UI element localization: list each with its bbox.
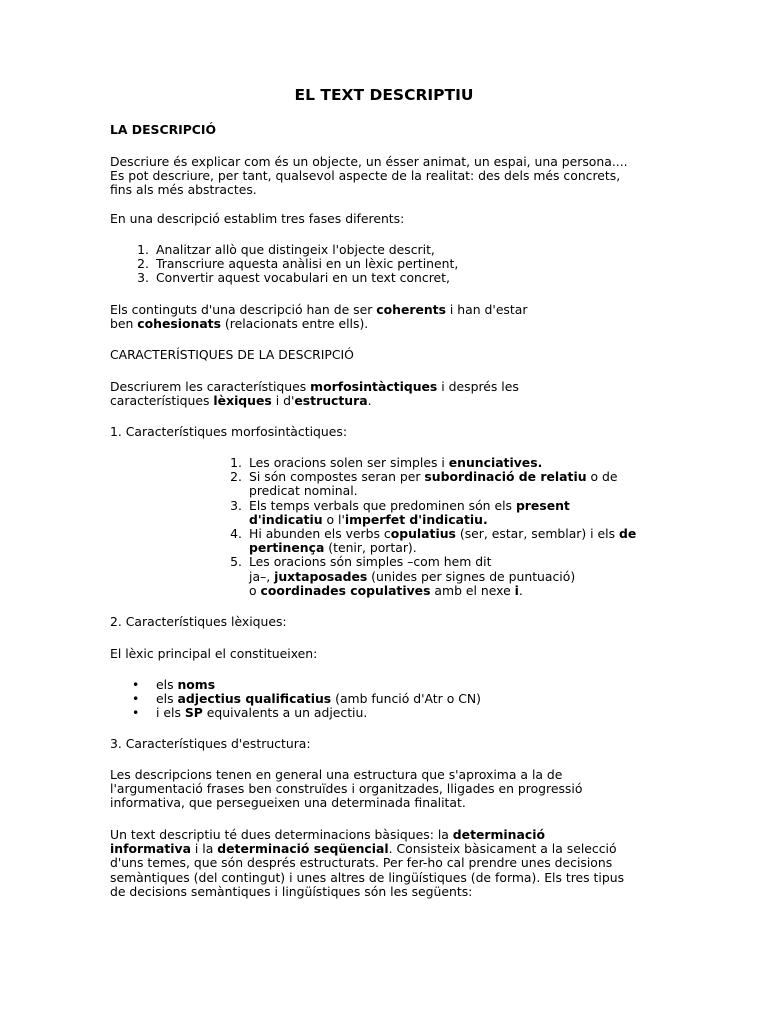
paragraph-characteristics-intro (110, 380, 670, 408)
text-line: Els continguts d'una descripció han de ser coherents i han d'estar (110, 302, 528, 317)
text-line: Descriurem les característiques morfosintàctiques i després les (110, 379, 519, 394)
list-item: 2. Transcriure aquesta anàlisi en un lèxic pertinent, (137, 256, 459, 272)
list-item: 4. Hi abunden els verbs copulatius (ser, estar, semblar) i els de pertinença (tenir, portar). (230, 526, 637, 556)
list-item: 2. Si són compostes seran per subordinació de relatiu o de predicat nominal. (230, 469, 618, 499)
subheading-morphosyntactic: 1. Característiques morfosintàctiques: (110, 424, 347, 439)
section-heading-descripcio: LA DESCRIPCIÓ (110, 122, 217, 137)
morphosyntactic-list (230, 455, 659, 598)
list-item: • els adjectius qualificatius (amb funció d'Atr o CN) (132, 691, 481, 707)
bullet-icon: • (132, 677, 140, 692)
subheading-structure: 3. Característiques d'estructura: (110, 736, 311, 751)
subheading-lexical: 2. Característiques lèxiques: (110, 614, 287, 629)
text-line: d'uns temes, que són després estructurats. Per fer-ho cal prendre unes decisions (110, 855, 613, 871)
paragraph-determinations (110, 828, 670, 899)
document-title: EL TEXT DESCRIPTIU (294, 86, 474, 104)
lexical-list (132, 677, 636, 721)
paragraph-definition (110, 155, 670, 198)
list-item: • els noms (132, 677, 216, 692)
list-item: 5. Les oracions són simples –com hem dit ja–, juxtaposades (unides per signes de puntuació) o coordinades copulatives amb el nexe i. (230, 554, 576, 598)
text-line: de decisions semàntiques i lingüístiques són les següents: (110, 883, 473, 899)
list-item: • i els SP equivalents a un adjectiu. (132, 705, 368, 721)
text-line: l'argumentació frases ben construïdes i organitzades, lligades en progressió (110, 781, 583, 797)
paragraph-coherence (110, 303, 670, 331)
text-line: Descriure és explicar com és un objecte, un ésser animat, un espai, una persona.... (110, 154, 628, 169)
paragraph-structure (110, 768, 670, 811)
text-line: informativa, que persegueixen una determinada finalitat. (110, 795, 466, 811)
paragraph-phases-intro: En una descripció establim tres fases diferents: (110, 211, 405, 226)
text-line: característiques lèxiques i d'estructura. (110, 393, 372, 409)
text-line: Es pot descriure, per tant, qualsevol aspecte de la realitat: des dels més concrets, (110, 168, 621, 184)
text-line: fins als més abstractes. (110, 182, 257, 198)
list-item: 1. Les oracions solen ser simples i enunciatives. (230, 455, 543, 470)
bullet-icon: • (132, 705, 140, 721)
bullet-icon: • (132, 691, 140, 707)
list-item: 3. Convertir aquest vocabulari en un text concret, (137, 270, 450, 286)
paragraph-lexical-intro: El lèxic principal el constitueixen: (110, 646, 318, 661)
section-heading-caracteristiques: CARACTERÍSTIQUES DE LA DESCRIPCIÓ (110, 347, 354, 362)
text-line: semàntiques (del contingut) i unes altres de lingüístiques (de forma). Els tres tipus (110, 869, 625, 885)
text-line: informativa i la determinació seqüencial. Consisteix bàsicament a la selecció (110, 841, 617, 857)
text-line: Un text descriptiu té dues determinacions bàsiques: la determinació (110, 827, 545, 842)
text-line: ben cohesionats (relacionats entre ells). (110, 316, 369, 332)
list-item: 3. Els temps verbals que predominen són els present d'indicatiu o l'imperfet d'indicatiu. (230, 497, 570, 527)
phases-list (137, 242, 636, 286)
list-item: 1. Analitzar allò que distingeix l'objecte descrit, (137, 242, 435, 257)
text-line: Les descripcions tenen en general una estructura que s'aproxima a la de (110, 767, 563, 782)
